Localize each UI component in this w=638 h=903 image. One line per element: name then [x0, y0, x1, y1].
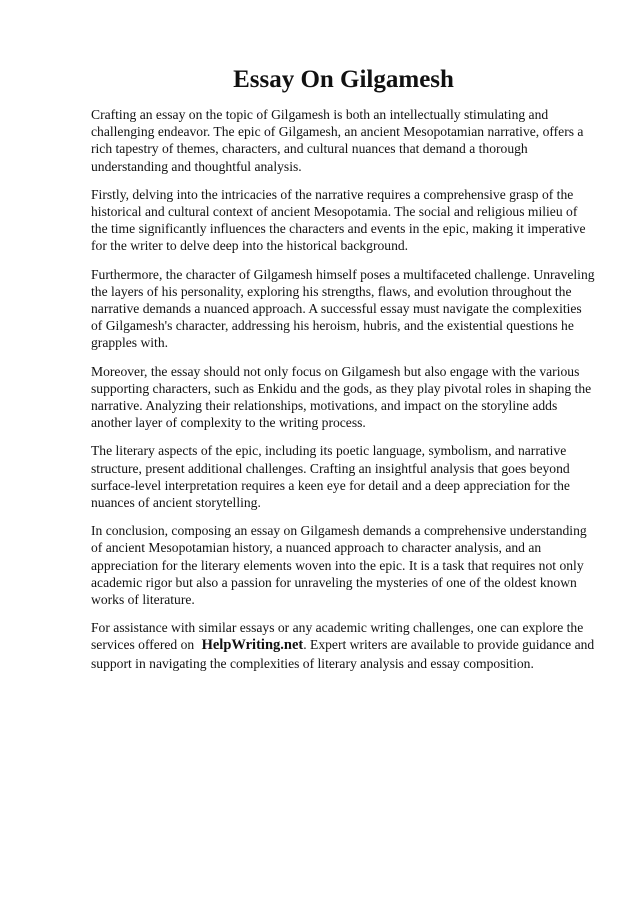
assistance-text-before: For assistance with similar essays or any academic writing challenges, one can explore the services offered on: [91, 620, 584, 653]
document-title: Essay On Gilgamesh: [233, 66, 454, 93]
paragraph-context: Firstly, delving into the intricacies of the narrative requires a comprehensive grasp of the historical and cultural context of ancient Mesopotamia. The social and religious milieu of the time significantly influences the characters and events in the epic, making it imperative for the writer to delve deep into the historical background.: [91, 186, 586, 254]
helpwriting-link[interactable]: HelpWriting.net: [201, 637, 304, 654]
document-page: [91, 66, 596, 683]
paragraph-supporting-characters: Moreover, the essay should not only focus on Gilgamesh but also engage with the various supporting characters, such as Enkidu and the gods, as they play pivotal roles in shaping the narrative. Analyzing their relationships, motivations, and impact on the storyline adds another layer of complexity to the writing process.: [91, 363, 592, 431]
paragraph-character: Furthermore, the character of Gilgamesh himself poses a multifaceted challenge. Unraveling the layers of his personality, exploring his strengths, flaws, and evolution throughout the narrative demands a nuanced approach. A successful essay must navigate the complexities of Gilgamesh's character, addressing his heroism, hubris, and the existential questions he grapples with.: [91, 266, 595, 351]
paragraph-assistance: [91, 619, 596, 672]
assistance-text-after: . Expert writers are available to provide guidance and support in navigating the complexities of literary analysis and essay composition.: [91, 637, 595, 671]
paragraph-conclusion: In conclusion, composing an essay on Gilgamesh demands a comprehensive understanding of ancient Mesopotamian history, a nuanced approach to character analysis, and an appreciation for the literary elements woven into the epic. It is a task that requires not only academic rigor but also a passion for unraveling the mysteries of one of the oldest known works of literature.: [91, 523, 587, 608]
paragraph-intro: Crafting an essay on the topic of Gilgamesh is both an intellectually stimulating and challenging endeavor. The epic of Gilgamesh, an ancient Mesopotamian narrative, offers a rich tapestry of themes, characters, and cultural nuances that demand a thorough understanding and thoughtful analysis.: [91, 107, 584, 174]
paragraph-literary-aspects: The literary aspects of the epic, including its poetic language, symbolism, and narrative structure, present additional challenges. Crafting an insightful analysis that goes beyond surface-level interpretation requires a keen eye for detail and a deep appreciation for the nuances of ancient storytelling.: [91, 443, 570, 511]
